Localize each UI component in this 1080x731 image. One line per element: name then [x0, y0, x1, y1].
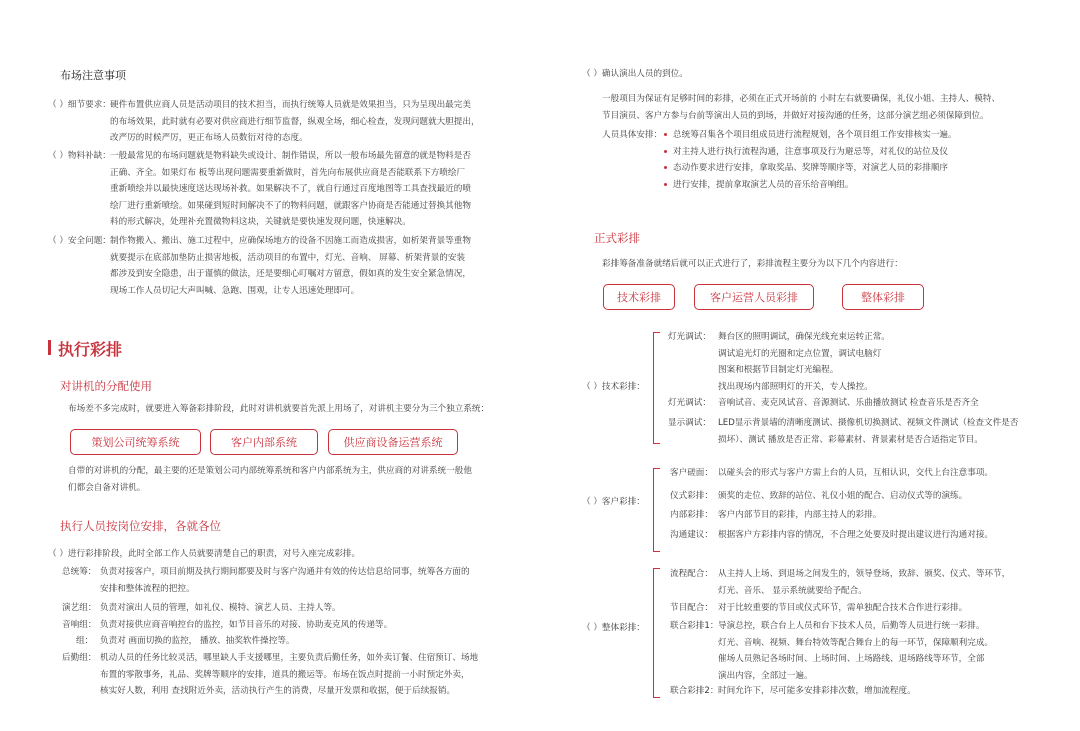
staff-intro: （ ）进行彩排阶段，此时全部工作人员就要清楚自己的职责，对号入座完成彩排。: [48, 549, 361, 559]
formal-rehearsal-title: 正式彩排: [594, 231, 640, 245]
staff-bullet-text: 进行安排，提前拿取演艺人员的音乐给音响组。: [673, 179, 854, 190]
entry-text: [718, 683, 916, 700]
entry-text: [718, 527, 993, 544]
line: 找出现场内部照明灯的开关，专人操控。: [718, 381, 873, 392]
confirm-text: [602, 91, 1000, 124]
line: 自带的对讲机的分配，最主要的还是策划公司内部统筹系统和客户内部系统为主，供应商的对讲系统一般他: [68, 466, 472, 476]
line: 颁奖的走位、致辞的站位、礼仪小姐的配合、启动仪式等的演练。: [718, 491, 968, 501]
walkie-intro: 布场差不多完成时，就要进入筹备彩排阶段，此时对讲机就要首先派上用场了，对讲机主要分为三个独立系统：: [68, 404, 490, 414]
line: 们都会自备对讲机。: [68, 482, 146, 493]
bracket-client: [653, 468, 660, 552]
role-text: [100, 564, 470, 597]
entry-key: 显示调试：: [668, 418, 711, 428]
entry-text: [718, 566, 1010, 599]
line: 时间允许下，尽可能多安排彩排次数，增加流程度。: [718, 686, 916, 696]
line: 负责对接客户，项目前期及执行期间都要及时与客户沟通并有效的传达信息给同事，统筹各方面的: [100, 567, 470, 577]
entry-text: [718, 395, 979, 412]
role-text: [100, 650, 478, 700]
line: 演出内容，全部过一遍。: [718, 670, 813, 681]
role-label: 后勤组：: [62, 653, 97, 663]
role-label: 总统筹：: [62, 567, 97, 577]
tab-client-rehearsal: 客户运营人员彩排: [694, 284, 814, 310]
role-label: 音响组：: [62, 620, 97, 630]
role-label: 组：: [76, 636, 94, 646]
staff-bullet-text: 态动作要求进行安排，拿取奖品、奖牌等顺序等，对演艺人员的彩排顺序: [673, 163, 949, 173]
entry-key: 沟通建议：: [670, 530, 713, 540]
system-box-supplier: 供应商设备运营系统: [328, 429, 458, 455]
entry-key: 流程配合：: [670, 569, 713, 579]
section-title: 执行彩排: [58, 340, 123, 359]
system-box-client: 客户内部系统: [210, 429, 318, 455]
line: 催场人员熟记各场时间、上场时间、上场路线、退场路线等环节，全部: [718, 654, 985, 664]
line: 客户内部节目的彩排，内部主持人的彩排。: [718, 510, 882, 520]
group-tech-label: （ ）技术彩排：: [582, 382, 645, 392]
line: 根据客户方彩排内容的情况，不合理之处要及时提出建议进行沟通对接。: [718, 530, 994, 540]
line: LED显示背景墙的清晰度测试、摄像机切换测试、视频文件测试（检查文件是否: [718, 418, 1019, 428]
line: 料的形式解决，处理补充置微物料这块，关键就是要快速发现问题，快速解决。: [110, 217, 411, 227]
line: 灯光、音乐、 显示系统就要给予配合。: [718, 585, 867, 596]
layout-notes-title: 布场注意事项: [60, 69, 126, 82]
line: 机动人员的任务比较灵活，哪里缺人手支援哪里，主要负责后勤任务，如外卖订餐、住宿预订、场地: [100, 653, 479, 663]
line: 图案和根据节目制定灯光编程。: [718, 365, 839, 375]
entry-text: [718, 600, 967, 617]
bullet-icon: [664, 133, 667, 136]
role-label: 演艺组：: [62, 603, 97, 613]
line: 布置的零散事务，礼品、奖牌等顺序的安排，道具的搬运等。布场在饭点时提前一小时预定外卖，: [100, 669, 470, 680]
line: 硬件布置供应商人员是活动项目的技术担当，而执行统筹人员就是效果担当，只为呈现出最完美: [110, 100, 471, 110]
entry-key: 仪式彩排：: [670, 491, 713, 501]
line: 都涉及到安全隐患，出于谨慎的做法，还是要细心叮嘱对方留意，假如真的发生安全紧急情况，: [110, 269, 471, 279]
line: 调试追光灯的光圈和定点位置，调试电脑灯: [718, 348, 882, 359]
line: 节目演员、客户方参与台前等演出人员的到场，并做好对接沟通的任务，这部分演艺组必须保障到位。: [602, 110, 989, 121]
bracket-overall: [653, 568, 660, 698]
staff-arrangement-label: 人员具体安排：: [602, 130, 663, 140]
item-detail-text: [110, 97, 480, 147]
staff-bullet: [664, 160, 957, 177]
line: 以碰头会的形式与客户方需上台的人员，互相认识，交代上台注意事项。: [718, 468, 994, 478]
role-text: [100, 633, 295, 650]
entry-key: 客户磋面：: [670, 468, 713, 478]
entry-key: 联合彩排2：: [670, 686, 719, 696]
item-materials-text: [110, 148, 471, 231]
staff-bullet-text: 总统筹召集各个项目组成员进行流程规划，各个项目组工作安排核实一遍。: [673, 130, 957, 140]
entry-text: [718, 488, 967, 505]
bullet-icon: [664, 166, 667, 169]
staff-bullet: [664, 127, 957, 144]
staff-arrangement-list: [664, 127, 957, 193]
line: 核实好人数，利用 查找附近外卖，活动执行产生的消费，尽量开发票和收据，便于后续报销。: [100, 686, 456, 696]
entry-key: 节目配合：: [670, 603, 713, 613]
confirm-title: （ ）确认演出人员的到位。: [582, 69, 688, 79]
line: 一般项目为保证有足够时间的彩排，必须在正式开场前的 小时左右就要确保，礼仪小姐、主持人、模特、: [602, 94, 1001, 104]
group-overall-label: （ ）整体彩排：: [582, 623, 645, 633]
line: 绘厂进行重新喷绘。如果碰到短时间解决不了的物料问题，就跟客户协商是否能通过替换其他物: [110, 200, 471, 211]
tab-overall-rehearsal: 整体彩排: [842, 284, 924, 310]
line: 安排和整体流程的把控。: [100, 583, 195, 594]
staff-bullet: [664, 177, 957, 194]
subsection-walkie-title: 对讲机的分配使用: [60, 379, 152, 393]
line: 现场工作人员切记大声叫喊、急跑、围观，让专人迅速处理即可。: [110, 285, 360, 296]
entry-text: [718, 465, 993, 482]
tab-tech-rehearsal: 技术彩排: [603, 284, 675, 310]
entry-key: 灯光调试：: [668, 332, 711, 342]
line: 负责对演出人员的管理，如礼仪、模特、演艺人员、主持人等。: [100, 603, 341, 613]
line: 音响试音、麦克风试音、音源测试、乐曲播放测试 检查音乐是否齐全: [718, 398, 979, 408]
line: 制作物搬入、搬出、施工过程中，应确保场地方的设备不因施工而造成损害，如析架背景等重物: [110, 236, 471, 246]
line: 正确、齐全。如果灯布 板等出现问题需要重新做时，首先向布展供应商是否能联系下方喷绘厂: [110, 167, 466, 178]
role-text: [100, 600, 341, 617]
line: 对于比较重要的节目或仪式环节，需单独配合技术合作进行彩排。: [718, 603, 968, 613]
line: 舞台区的照明调试，确保光线充束运转正常。: [718, 332, 890, 342]
line: 改严厉的时候严厉，更正布场人员数衍对待的态度。: [110, 133, 308, 143]
entry-text: [718, 507, 881, 524]
line: 从主持人上场、到退场之间发生的，领导登场，致辞、颁奖、仪式、等环节，: [718, 569, 1011, 579]
role-text: [100, 617, 392, 634]
line: 灯光、音响、视频、舞台特效等配合舞台上的每一环节，保障顺利完成。: [718, 637, 994, 648]
bullet-icon: [664, 150, 667, 153]
system-box-planning: 策划公司统筹系统: [70, 429, 201, 455]
line: 导演总控，联合台上人员和台下技术人员，后勤等人员进行统一彩排。: [718, 621, 985, 631]
line: 负责对接供应商音响控台的监控，如节目音乐的对接、协助麦克风的传递等。: [100, 620, 393, 630]
right-page: [540, 0, 1080, 731]
line: 损坏）、测试 播放是否正常、彩幕素材、背景素材是否合适指定节目。: [718, 434, 983, 445]
item-materials-marker: （ ）物料补缺：: [48, 151, 111, 161]
item-detail-marker: （ ）细节要求：: [48, 100, 111, 110]
entry-key: 内部彩排：: [670, 510, 713, 520]
line: 一般最常见的布场问题就是物料缺失或设计、制作错误，所以一般布场最先留意的就是物料是否: [110, 151, 471, 161]
item-safety-text: [110, 233, 471, 299]
entry-key: 联合彩排1：: [670, 621, 719, 631]
staff-bullet: [664, 144, 957, 161]
item-safety-marker: （ ）安全问题：: [48, 236, 111, 246]
section-title-bar: [48, 340, 51, 355]
entry-text: [718, 618, 993, 684]
entry-key: 灯光调试：: [668, 398, 711, 408]
line: 就要提示在底部加垫防止损害地板，活动项目的布置中，灯光、音响、 屏幕、析架背景的安装: [110, 252, 466, 263]
walkie-note: [68, 463, 472, 496]
line: 重新喷绘并以最快速度送达现场补救。如果解决不了，就自行通过百度地图等工具查找最近的喷: [110, 184, 471, 194]
staff-bullet-text: 对主持人进行执行流程沟通，注意事项及行为避忌等，对礼仪的站位及仪: [673, 146, 949, 157]
subsection-staff-title: 执行人员按岗位安排，各就各位: [60, 519, 221, 533]
group-client-label: （ ）客户彩排：: [582, 497, 645, 507]
entry-text: [718, 415, 1018, 448]
line: 的布场效果，此时就有必要对供应商进行细节监督，纵观全场，细心检查，发现问题就大胆提出，: [110, 116, 480, 127]
line: 负责对 画面切换的监控， 播放、抽奖软件操控等。: [100, 636, 295, 646]
entry-text: [718, 329, 890, 395]
bracket-tech: [653, 332, 660, 444]
formal-rehearsal-intro: 彩排筹备准备就绪后就可以正式进行了，彩排流程主要分为以下几个内容进行：: [602, 259, 903, 269]
bullet-icon: [664, 183, 667, 186]
